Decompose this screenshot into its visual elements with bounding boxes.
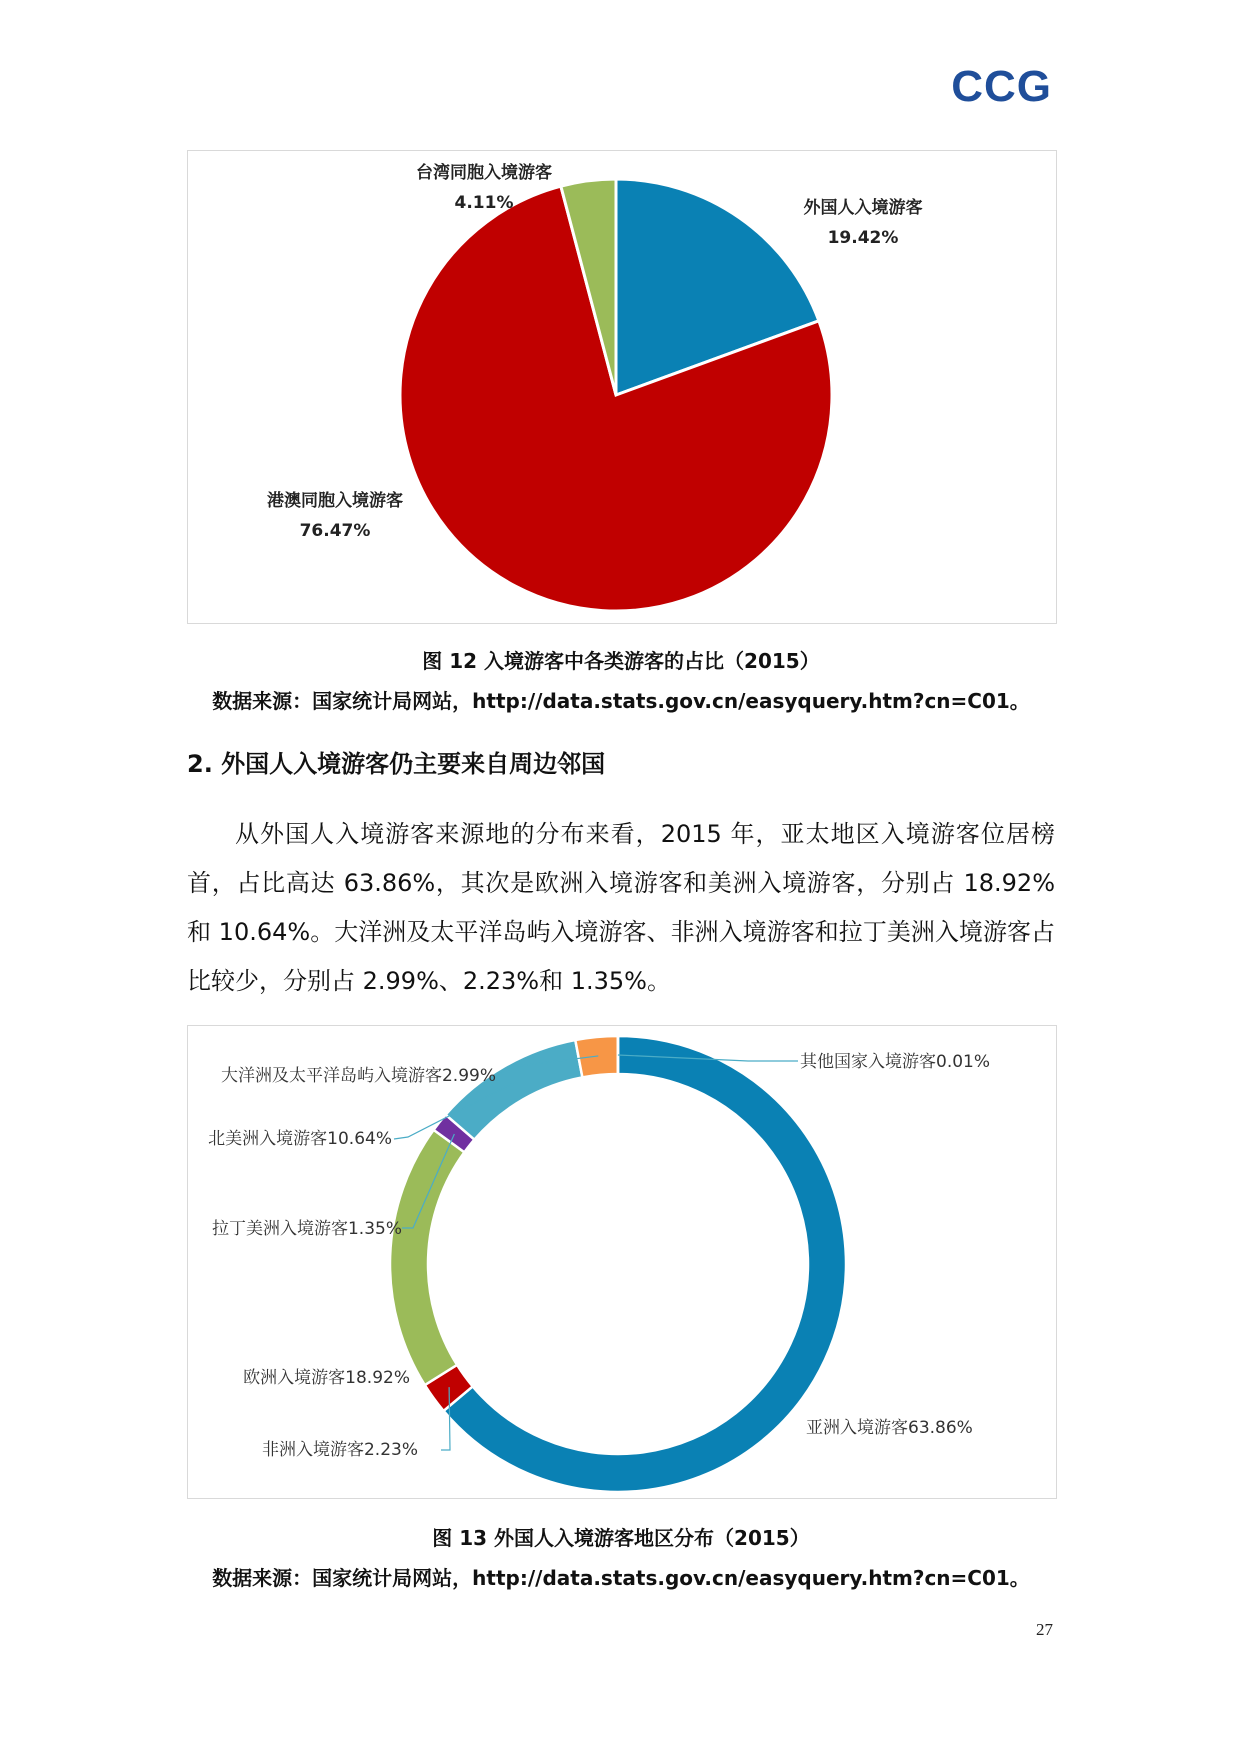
pie-label-value-2: 4.11% bbox=[454, 193, 514, 213]
donut-label-name-3: 拉丁美洲入境游客 bbox=[211, 1219, 348, 1239]
pie-label-value-0: 19.42% bbox=[827, 228, 899, 248]
section-title: 2. 外国人入境游客仍主要来自周边邻国 bbox=[187, 750, 606, 778]
donut-slice-2 bbox=[390, 1130, 464, 1385]
pie-chart-svg bbox=[188, 151, 1056, 623]
figure-13-caption: 图 13 外国人入境游客地区分布（2015） bbox=[432, 1526, 810, 1550]
donut-label-value-5: 2.99% bbox=[441, 1066, 496, 1086]
donut-label-4 bbox=[208, 1129, 392, 1149]
ccg-logo: CCG bbox=[951, 62, 1052, 111]
pie-label-name-1: 港澳同胞入境游客 bbox=[267, 491, 403, 511]
donut-label-value-4: 10.64% bbox=[327, 1129, 392, 1149]
pie-label-name-0: 外国人入境游客 bbox=[803, 198, 923, 218]
figure-13-chart bbox=[187, 1025, 1057, 1499]
donut-label-3 bbox=[212, 1219, 402, 1239]
figure-12-caption: 图 12 入境游客中各类游客的占比（2015） bbox=[422, 649, 820, 673]
page-number: 27 bbox=[1036, 1620, 1053, 1639]
body-paragraph: 从外国人入境游客来源地的分布来看，2015 年，亚太地区入境游客位居榜首，占比高达 63.86%，其次是欧洲入境游客和美洲入境游客，分别占 18.92% 和 10.64%。大洋洲及太平洋岛屿入境游客、非洲入境游客和拉丁美洲入境游客占比较少，分别占 2.99%、2.23%和 1.35%。 bbox=[187, 820, 1055, 995]
donut-label-value-6: 0.01% bbox=[936, 1052, 991, 1072]
donut-label-2 bbox=[243, 1368, 410, 1388]
donut-label-0 bbox=[806, 1418, 973, 1438]
donut-label-5 bbox=[221, 1066, 496, 1086]
donut-label-value-1: 2.23% bbox=[363, 1440, 418, 1460]
donut-label-6 bbox=[800, 1051, 990, 1072]
donut-label-name-2: 欧洲入境游客 bbox=[243, 1368, 346, 1388]
donut-label-name-0: 亚洲入境游客 bbox=[806, 1418, 908, 1438]
donut-label-name-4: 北美洲入境游客 bbox=[208, 1129, 328, 1149]
donut-label-1 bbox=[262, 1440, 418, 1460]
donut-label-value-3: 1.35% bbox=[347, 1219, 402, 1239]
pie-label-name-2: 台湾同胞入境游客 bbox=[416, 163, 552, 183]
donut-label-name-5: 大洋洲及太平洋岛屿入境游客 bbox=[220, 1066, 442, 1086]
donut-label-name-6: 其他国家入境游客 bbox=[800, 1052, 936, 1072]
donut-chart-svg bbox=[188, 1026, 1056, 1498]
donut-slice-4 bbox=[446, 1040, 583, 1140]
figure-13-source: 数据来源：国家统计局网站，http://data.stats.gov.cn/easyquery.htm?cn=C01。 bbox=[212, 1566, 1030, 1590]
donut-label-name-1: 非洲入境游客 bbox=[261, 1440, 364, 1460]
donut-label-value-2: 18.92% bbox=[345, 1368, 410, 1388]
figure-12-chart bbox=[187, 150, 1057, 624]
pie-label-value-1: 76.47% bbox=[299, 521, 371, 541]
donut-label-value-0: 63.86% bbox=[908, 1418, 973, 1438]
figure-12-source: 数据来源：国家统计局网站，http://data.stats.gov.cn/easyquery.htm?cn=C01。 bbox=[212, 689, 1030, 713]
